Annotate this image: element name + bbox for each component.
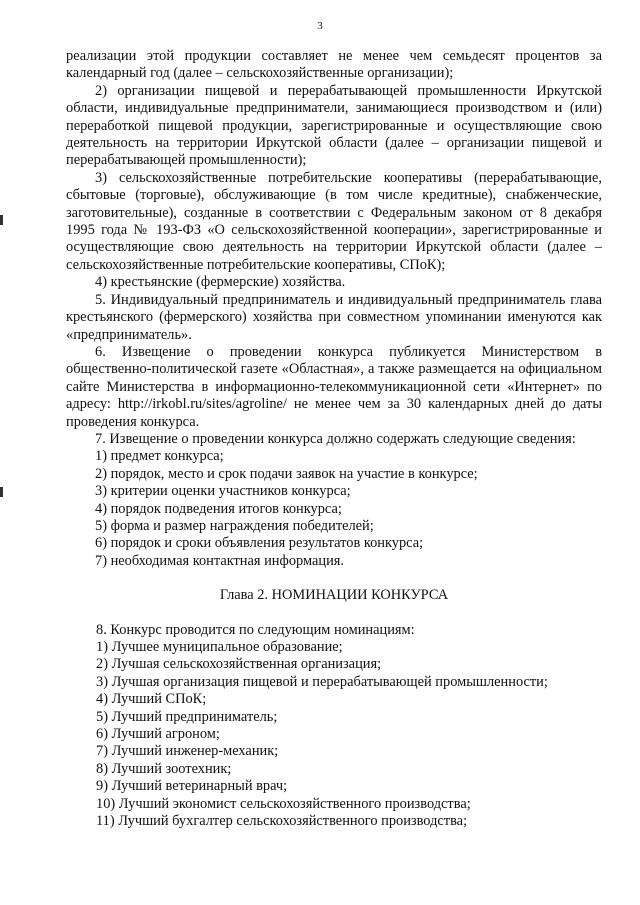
paragraph-item-4: 4) крестьянские (фермерские) хозяйства.	[95, 274, 346, 291]
paragraph-clause-7: 7. Извещение о проведении конкурса должно содержать следующие сведения:	[95, 430, 576, 447]
list-item: 7) Лучший инженер-механик;	[96, 743, 279, 760]
list-item: 4) Лучший СПоК;	[96, 691, 207, 708]
document-body	[66, 48, 602, 830]
list-item: 1) Лучшее муниципальное образование;	[96, 639, 343, 655]
list-item: 10) Лучший экономист сельскохозяйственного производства;	[96, 795, 471, 812]
paragraph-item-2: 2) организации пищевой и перерабатывающей промышленности Иркутской области, индивидуальные предприниматели, занимающиеся производством и (или) переработкой пищевой продукции, зарегистрированные и осуществляющие свою деятельность на территории Иркутской области (далее – организации пищевой и перерабатывающей промышленности);	[66, 82, 602, 169]
list-item: 5) Лучший предприниматель;	[96, 708, 278, 725]
nominations-intro: 8. Конкурс проводится по следующим номинациям:	[96, 621, 415, 638]
list-item: 4) порядок подведения итогов конкурса;	[95, 500, 342, 517]
paragraph-clause-5: 5. Индивидуальный предприниматель и индивидуальный предприниматель глава крестьянского (фермерского) хозяйства при совместном упоминании именуются как «предприниматель».	[66, 291, 602, 343]
list-item: 6) порядок и сроки объявления результатов конкурса;	[95, 535, 424, 552]
list-item: 7) необходимая контактная информация.	[95, 552, 345, 569]
list-item: 11) Лучший бухгалтер сельскохозяйственного производства;	[96, 813, 468, 830]
nominations-list	[66, 639, 602, 830]
list-item: 3) Лучшая организация пищевой и перерабатывающей промышленности;	[96, 673, 548, 690]
paragraph-item-3: 3) сельскохозяйственные потребительские кооперативы (перерабатывающие, сбытовые (торговые), обслуживающие (в том числе кредитные), снабженческие, заготовительные), созданные в соответствии с Федеральным законом от 8 декабря 1995 года № 193-ФЗ «О сельскохозяйственной кооперации», зарегистрированные и осуществляющие свою деятельность на территории Иркутской области (далее – сельскохозяйственные потребительские кооперативы, СПоК);	[66, 169, 602, 273]
paragraph-clause-6: 6. Извещение о проведении конкурса публикуется Министерством в общественно-политической газете «Областная», а также размещается на официальном сайте Министерства в информационно-телекоммуникационной сети «Интернет» по адресу: http://irkobl.ru/sites/agroline/ не менее чем за 30 календарных дней до даты проведения конкурса.	[66, 343, 602, 430]
list-item: 5) форма и размер награждения победителей;	[95, 517, 374, 534]
list-item: 3) критерии оценки участников конкурса;	[95, 483, 351, 500]
list-item: 6) Лучший агроном;	[96, 726, 220, 743]
scan-edge-mark	[0, 487, 3, 497]
paragraph-continuation: реализации этой продукции составляет не менее чем семьдесят процентов за календарный год (далее – сельскохозяйственные организации);	[66, 48, 602, 82]
chapter-title: Глава 2. НОМИНАЦИИ КОНКУРСА	[219, 587, 449, 604]
list-item: 2) Лучшая сельскохозяйственная организация;	[96, 656, 382, 673]
notice-list	[66, 448, 602, 570]
list-item: 9) Лучший ветеринарный врач;	[96, 778, 288, 795]
list-item: 2) порядок, место и срок подачи заявок на участие в конкурсе;	[95, 465, 478, 482]
scan-edge-mark	[0, 215, 3, 225]
page-number: 3	[317, 20, 323, 32]
list-item: 8) Лучший зоотехник;	[96, 760, 232, 777]
list-item: 1) предмет конкурса;	[95, 448, 224, 465]
